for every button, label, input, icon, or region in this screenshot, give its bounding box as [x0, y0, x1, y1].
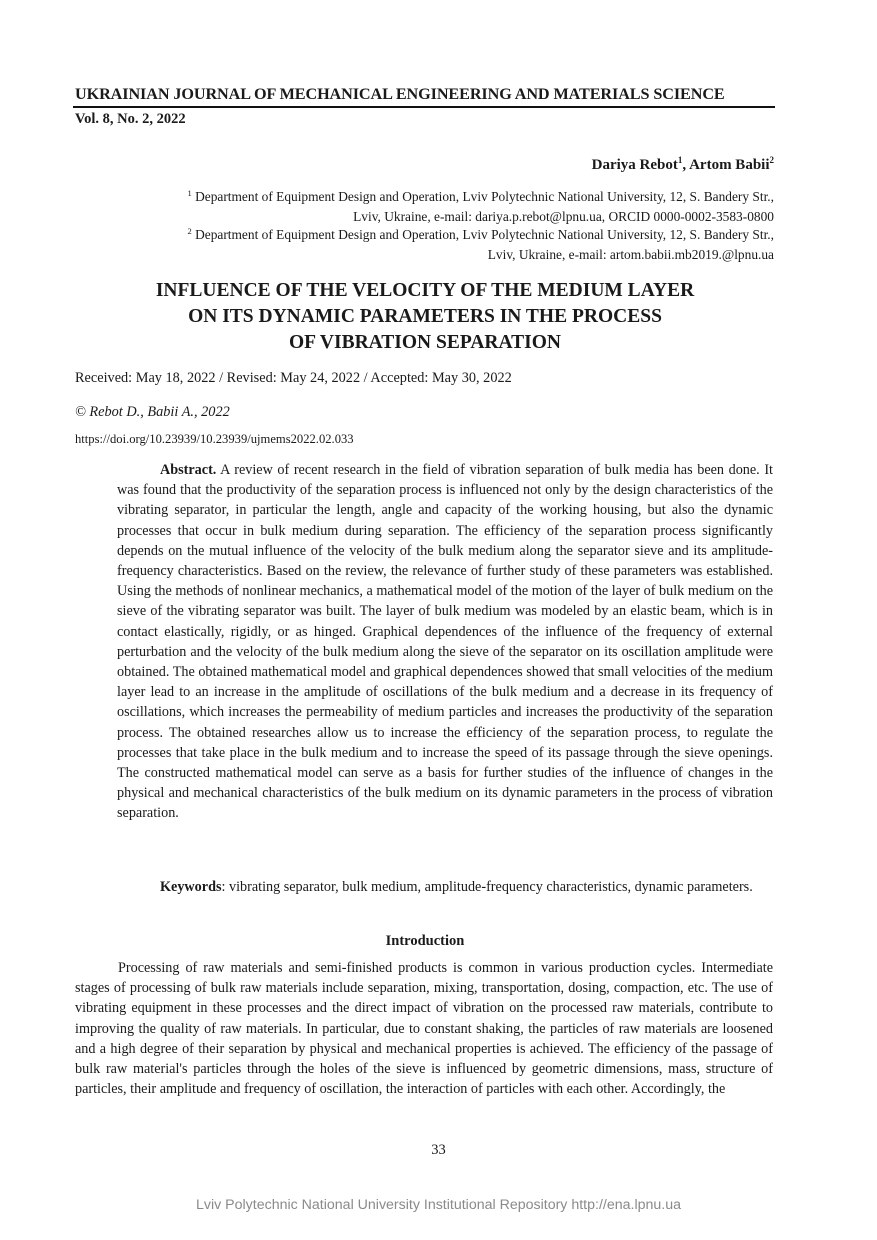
author-affil-marker: 1 [677, 155, 683, 165]
volume-issue: Vol. 8, No. 2, 2022 [75, 111, 186, 127]
repository-footer: Lviv Polytechnic National University Institutional Repository http://ena.lpnu.ua [196, 1197, 681, 1213]
author-list [592, 155, 774, 174]
abstract [117, 460, 773, 824]
paper-title [75, 278, 775, 356]
keywords [117, 877, 773, 897]
title-line: ON ITS DYNAMIC PARAMETERS IN THE PROCESS [188, 306, 662, 327]
introduction-paragraph: Processing of raw materials and semi-finished products is common in various production cycles. Intermediate stages of processing of bulk raw materials include separation, mixing, transportation, dosing, compaction, etc. The use of vibrating equipment in these processes and the direct impact of vibration on the processed raw materials, contribute to improving the quality of raw materials. In particular, due to constant shaking, the particles of raw materials are loosened and a high degree of their separation by physical and mechanical properties is achieved. The efficiency of the passage of bulk raw material's particles through the holes of the sieve is influenced by geometric dimensions, mass, structure of particles, their amplitude and frequency of oscillation, the interaction of particles with each other. Accordingly, the [75, 960, 773, 1098]
author-affil-marker: 2 [769, 155, 774, 165]
abstract-text: A review of recent research in the field of vibration separation of bulk media has been done. It was found that the productivity of the separation process is influenced not only by the design characteristics of the vibrating separator, in particular the length, angle and capacity of the working housing, but also the dynamic processes that occur in bulk medium during separation. The efficiency of the separation process significantly depends on the mutual influence of the velocity of the bulk medium along the separator sieve and its amplitude-frequency characteristics. Based on the review, the relevance of further study of these parameters was established. Using the methods of nonlinear mechanics, a mathematical model of the motion of the layer of bulk medium on the sieve of the vibrating separator was built. The layer of bulk medium was modeled by an elastic beam, which is in contact elastically, rigidly, or as hinged. Graphical dependences of the influence of the frequency of external perturbation and the velocity of the bulk medium along the sieve of the separator on its oscillation amplitude were obtained. The obtained mathematical model and graphical dependences showed that small velocities of the medium layer lead to an increase in the amplitude of oscillations of the bulk medium and a decrease in its frequency of oscillations, which increases the permeability of medium particles and increases the productivity of the separation process. The obtained researches allow us to increase the efficiency of the separation process, to regulate the processes that take place in the bulk medium and to increase the speed of its passage through the sieve openings. The constructed mathematical model can serve as a basis for further studies of the influence of changes in the physical and mechanical characteristics of the bulk medium on its dynamic parameters in the process of vibration separation. [117, 462, 773, 822]
keywords-text: : vibrating separator, bulk medium, amplitude-frequency characteristics, dynamic parameters. [221, 879, 753, 895]
submission-dates: Received: May 18, 2022 / Revised: May 24, 2022 / Accepted: May 30, 2022 [75, 370, 512, 386]
author-separator: , [682, 157, 690, 173]
affil-line: Department of Equipment Design and Operation, Lviv Polytechnic National University, 12, S. Bandery Str., [191, 227, 774, 242]
author-name: Dariya Rebot [591, 157, 678, 173]
doi-link[interactable]: https://doi.org/10.23939/10.23939/ujmems2022.02.033 [75, 432, 354, 446]
affil-line: Department of Equipment Design and Operation, Lviv Polytechnic National University, 12, S. Bandery Str., [191, 189, 774, 204]
keywords-label: Keywords [160, 879, 222, 895]
page-number: 33 [431, 1142, 446, 1158]
journal-title: UKRAINIAN JOURNAL OF MECHANICAL ENGINEERING AND MATERIALS SCIENCE [75, 85, 725, 103]
title-line: OF VIBRATION SEPARATION [289, 332, 561, 353]
affil-marker: 2 [187, 226, 192, 236]
author-name: Artom Babii [689, 157, 770, 173]
affil-marker: 1 [187, 188, 192, 198]
abstract-label: Abstract. [160, 462, 217, 478]
title-line: INFLUENCE OF THE VELOCITY OF THE MEDIUM LAYER [155, 280, 695, 301]
affil-line: Lviv, Ukraine, e-mail: artom.babii.mb2019.@lpnu.ua [487, 247, 774, 262]
header-rule [73, 106, 775, 108]
affiliation-2 [94, 221, 774, 265]
copyright: © Rebot D., Babii A., 2022 [75, 404, 230, 420]
section-heading-introduction: Introduction [385, 933, 465, 949]
affil-line: Lviv, Ukraine, e-mail: dariya.p.rebot@lpnu.ua, ORCID 0000-0002-3583-0800 [353, 209, 774, 224]
